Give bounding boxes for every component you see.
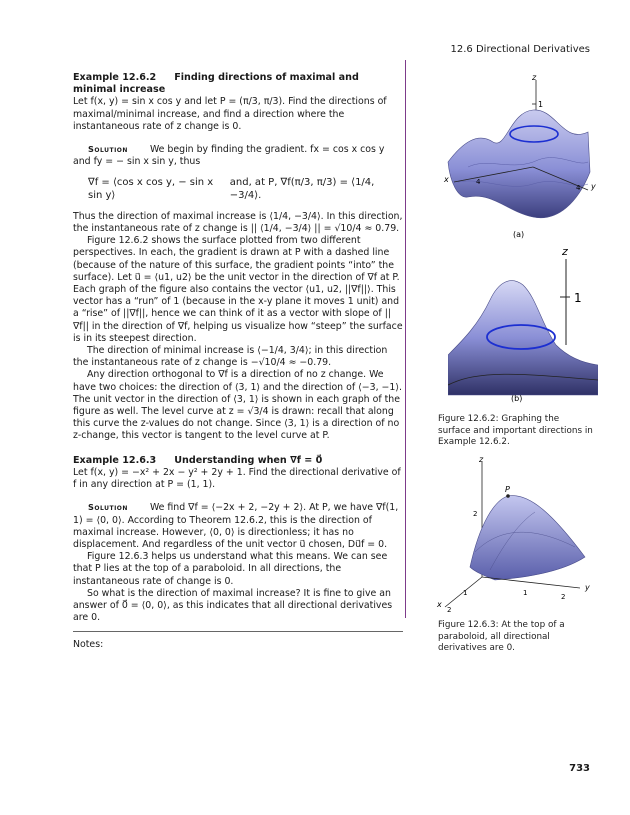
example-title (73, 72, 405, 96)
solution-paragraph (73, 143, 405, 168)
example-statement: Let f(x, y) = sin x cos y and let P = (π/3, π/3). Find the directions of maximal/minimal increase, and find a direction where the instantaneous rate of z change is 0. (73, 96, 387, 132)
z-tick-label: 1 (538, 100, 544, 109)
figure-caption: Figure 12.6.3: At the top of a paraboloid, all directional derivatives are 0. (438, 620, 565, 653)
page-number: 733 (569, 763, 590, 774)
display-equation (73, 168, 405, 210)
surface-mesh (448, 110, 590, 218)
example-title (73, 455, 405, 467)
x-tick-label: 4 (476, 178, 481, 186)
paragraph-answer: So what is the direction of maximal increase? It is fine to give an answer of 0⃗ = ⟨0, 0⟩, as this indicates that all directional derivatives are 0. (73, 587, 393, 624)
gradient-expression: ∇f = ⟨cos x cos y, − sin x sin y⟩ (88, 177, 214, 201)
solution-intro: We begin by finding the gradient. fx = cos x cos y and fy = − sin x sin y, thus (73, 144, 385, 168)
example-statement: Let f(x, y) = −x² + 2x − y² + 2y + 1. Find the directional derivative of f in any direction at P = (1, 1). (73, 466, 401, 491)
z-tick-label: 2 (473, 510, 478, 518)
paragraph-figure: Figure 12.6.2 shows the surface plotted from two different perspectives. In each, the gradient is drawn at P with a dashed line (because of the nature of this surface, the gradient points “into” the surface). Let u⃗ = ⟨u1, u2⟩ be the unit vector in the direction of ∇f at P. Each graph of the figure also contains the vector ⟨u1, u2, ||∇f||⟩. This vector has a “run” of 1 (because in the x-y plane it moves 1 unit) and a “rise” of ||∇f||, hence we can think of it as a vector with slope of ||∇f|| in the direction of ∇f, helping us visualize how “steep” the surface is in its steepest direction. (73, 235, 403, 344)
figure-caption: Figure 12.6.2: Graphing the surface and important directions in Example 12.6.2. (438, 414, 593, 447)
example-heading: Understanding when ∇f = 0⃗ (174, 454, 323, 466)
figure-surface-b (448, 245, 598, 403)
x-tick-label: 1 (463, 589, 468, 597)
solution-label: Solution (88, 502, 128, 513)
figure-label-a: (a) (513, 230, 525, 239)
y-axis (482, 577, 580, 588)
gradient-at-p: and, at P, ∇f(π/3, π/3) = ⟨1/4, −3/4⟩. (229, 177, 375, 201)
figure-paraboloid (435, 452, 597, 614)
x-tick-label: 2 (447, 606, 452, 614)
y-tick-label: 2 (561, 593, 566, 601)
z-axis-label: z (532, 73, 537, 82)
running-header: 12.6 Directional Derivatives (450, 44, 590, 55)
z-axis-label: z (479, 455, 484, 464)
notes-label: Notes: (73, 639, 104, 650)
solution-body: We find ∇f = ⟨−2x + 2, −2y + 2⟩. At P, we have ∇f(1, 1) = ⟨0, 0⟩. According to Theorem 12.6.2, this is the direction of maximal increase. However, ⟨0, 0⟩ is directionless; it has no displacement. And regardless of the unit vector u⃗ chosen, Du⃗f = 0. (73, 502, 399, 550)
y-tick-label: 1 (523, 589, 528, 597)
example-heading: Finding directions of maximal and minimal increase (73, 72, 359, 96)
point-p-label: P (505, 485, 510, 494)
z-tick-label: 1 (574, 291, 582, 305)
solution-label: Solution (88, 144, 128, 155)
surface-mesh (470, 496, 585, 580)
x-axis-label: x (444, 175, 449, 184)
z-axis-label: z (562, 245, 568, 258)
solution-paragraph (73, 501, 405, 551)
paragraph-orthogonal: Any direction orthogonal to ∇f is a direction of no z change. We have two choices: the direction of ⟨3, 1⟩ and the direction of ⟨−3, −1⟩. The unit vector in the direction of ⟨3, 1⟩ is shown in each graph of the figure as well. The level curve at z = √3/4 is drawn: recall that along this curve the z-values do not change. Since ⟨3, 1⟩ is a direction of no z-change, this vector is tangent to the level curve at P. (73, 369, 403, 442)
example-number: Example 12.6.3 (73, 454, 157, 466)
main-column (73, 72, 405, 624)
y-axis-label: y (585, 583, 590, 592)
sidebar-divider (405, 60, 406, 618)
notes-divider (73, 631, 403, 632)
paragraph-min: The direction of minimal increase is ⟨−1/4, 3/4⟩; in this direction the instantaneous rate of z change is −√10/4 ≈ −0.79. (73, 345, 388, 369)
example-number: Example 12.6.2 (73, 72, 157, 83)
y-axis-label: y (591, 182, 596, 191)
point-p (506, 494, 510, 498)
paragraph-max: Thus the direction of maximal increase is ⟨1/4, −3/4⟩. In this direction, the instantaneous rate of z change is || ⟨1/4, −3/4⟩ || = √10/4 ≈ 0.79. (73, 210, 403, 235)
figure-label-b: (b) (511, 394, 523, 403)
y-tick-label: 4 (576, 184, 581, 192)
paragraph-figure: Figure 12.6.3 helps us understand what this means. We can see that P lies at the top of a paraboloid. In all directions, the instantaneous rate of change is 0. (73, 551, 388, 587)
figure-surface-a (438, 72, 598, 242)
x-axis-label: x (437, 600, 442, 609)
